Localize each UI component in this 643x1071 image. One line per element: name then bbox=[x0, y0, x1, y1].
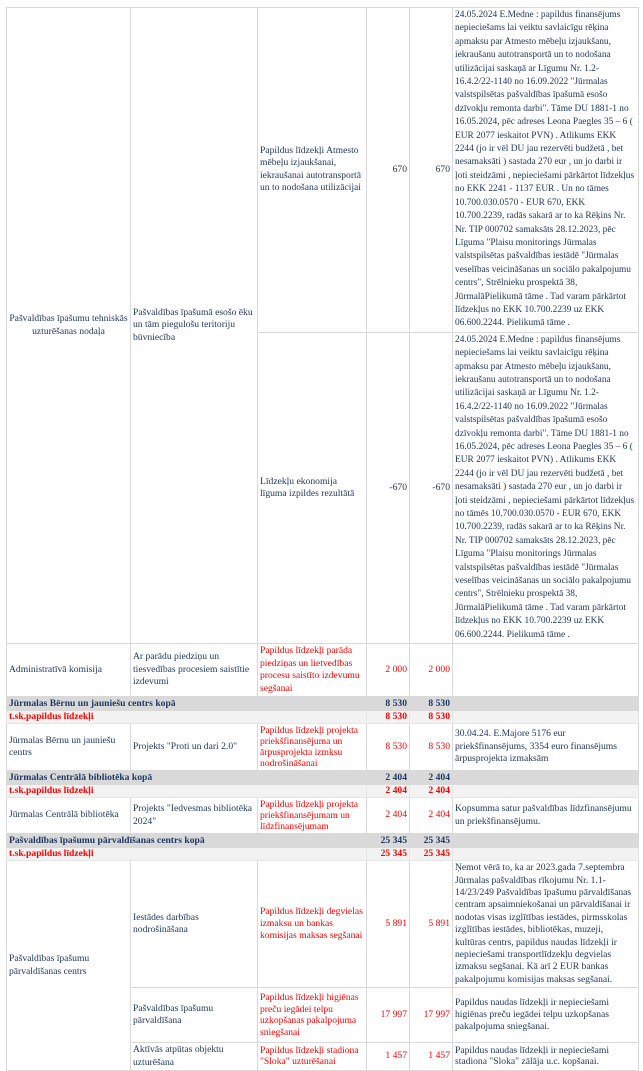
department-cell: Pašvaldības īpašumu pārvaldīšanas centrs bbox=[7, 861, 131, 1071]
program-cell: Ar parādu piedziņu un tiesvedības procesiem saistītie izdevumi bbox=[131, 644, 258, 697]
subtotal-label: t.sk.papildus līdzekļi bbox=[7, 711, 367, 724]
subtotal-row bbox=[7, 785, 639, 798]
sum-value: 25 345 bbox=[367, 834, 410, 848]
subtotal-row bbox=[7, 711, 639, 724]
value-cell: 17 997 bbox=[410, 988, 453, 1043]
note-cell: Ņemot vērā to, ka ar 2023.gada 7.septembra Jūrmalas pašvaldības rīkojumu Nr. 1.1-14/23/249 Pašvaldības īpašumu pārvaldīšanas centram apsaimniekošanai un pārvaldīšanai ir nodotas visas izglītības iestādes, pirmsskolas izglītības iestādes, bibliotēkas, muzeji, kultūras centrs, papildus naudas līdzekļi ir nepieciešami transportlīdzekļu degvielas izmaksu segšanai. Kā arī 2 EUR bankas pakalpojumu komisijas maksas segšanai. bbox=[453, 861, 639, 988]
program-cell: Pašvaldības īpašumu pārvaldīšana bbox=[131, 988, 258, 1043]
empty-cell bbox=[453, 834, 639, 848]
subtotal-value: 25 345 bbox=[367, 848, 410, 861]
table-row bbox=[7, 724, 639, 771]
program-cell: Projekts "Iedvesmas bibliotēka 2024" bbox=[131, 798, 258, 834]
value-cell: 2 000 bbox=[410, 644, 453, 697]
value-cell: 8 530 bbox=[367, 724, 410, 771]
purpose-cell: Papildus līdzekļi Atmesto mēbeļu izjaukšanai, iekraušanai autotransportā un to nodošana utilizācijai bbox=[258, 8, 367, 333]
table-row bbox=[7, 861, 639, 988]
purpose-cell: Papildus līdzekļi degvielas izmaksu un bankas komisijas maksas segšanai bbox=[258, 861, 367, 988]
subtotal-label: t.sk.papildus līdzekļi bbox=[7, 848, 367, 861]
value-cell: 670 bbox=[410, 8, 453, 333]
subtotal-value: 8 530 bbox=[367, 711, 410, 724]
note-cell: 24.05.2024 E.Medne : papildus finansējums nepieciešams lai veiktu savlaicīgu rēķina apmaksu par Atmesto mēbeļu izjaukšanu, iekraušanu autotransportā un to nodošana utilizācijai saskaņā ar Līgumu Nr. 1.2-16.4.2/22-1140 no 16.09.2022 "Jūrmalas valstspilsētas pašvaldības īpašumā esošo dzīvokļu remonta darbi". Tāme DU 1881-1 no 16.05.2024, pēc adreses Leona Paegles 35 – 6 ( EUR 2077 ieskaitot PVN) . Atlikums EKK 2244 (jo ir vēl DU jau rezervēti budžetā , bet nesamaksāti ) sastada 270 eur , un jo darbi ir ļoti steidzāmi , nepieciešami pārkārtot līdzekļus no tāmēs 10.700.030.0570 - EUR 670, EKK 10.700.2239, radās sakarā ar to ka Rēķins Nr. Nr. TIP 000702 samaksāts 28.12.2023, pēc Līguma "Plaisu monitorings Jūrmalas valstspilsētas pašvaldības iestādē "Jūrmalas veselības veicināšanas un sociālo pakalpojumu centrs", Strēlnieku prospektā 38, JūrmalāPielikumā tāme . Tad varam pārkārtot līdzekļus no EKK 10.700.2239 uz EKK 06.600.2244. Pielikumā tāme . bbox=[453, 332, 639, 643]
budget-table bbox=[6, 7, 639, 1071]
note-cell bbox=[453, 644, 639, 697]
sum-label: Pašvaldības īpašumu pārvaldīšanas centrs kopā bbox=[7, 834, 367, 848]
sum-label: Jūrmalas Bērnu un jauniešu centrs kopā bbox=[7, 697, 367, 711]
purpose-cell: Papildus līdzekļi projekta priekšfinansējuma un ārpusprojekta izmksu nodrošināšanai bbox=[258, 724, 367, 771]
purpose-cell: Papildus līdzekļi higiēnas preču iegādei telpu uzkopšanas pakalpojuma sniegšanai bbox=[258, 988, 367, 1043]
purpose-cell: Līdzekļu ekonomija līguma izpildes rezultātā bbox=[258, 332, 367, 643]
value-cell: 8 530 bbox=[410, 724, 453, 771]
sum-row bbox=[7, 771, 639, 785]
sum-value: 8 530 bbox=[410, 697, 453, 711]
subtotal-value: 2 404 bbox=[410, 785, 453, 798]
program-cell: Iestādes darbības nodrošināšana bbox=[131, 861, 258, 988]
sum-row bbox=[7, 697, 639, 711]
value-cell: 2 404 bbox=[367, 798, 410, 834]
department-cell: Administratīvā komisija bbox=[7, 644, 131, 697]
program-cell: Aktīvās atpūtas objektu uzturēšana bbox=[131, 1043, 258, 1071]
department-cell: Jūrmalas Centrālā bibliotēka bbox=[7, 798, 131, 834]
subtotal-value: 25 345 bbox=[410, 848, 453, 861]
table-row bbox=[7, 644, 639, 697]
value-cell: 2 000 bbox=[367, 644, 410, 697]
value-cell: -670 bbox=[410, 332, 453, 643]
note-cell: Papildus naudas līdzekļi ir nepieciešami higiēnas preču iegādei telpu uzkopšanas pakalpojuma sniegšanai. bbox=[453, 988, 639, 1043]
subtotal-row bbox=[7, 848, 639, 861]
note-cell: Papildus naudas līdzekļi ir nepieciešami stadiona "Sloka" zālāja u.c. kopšanai. bbox=[453, 1043, 639, 1071]
department-cell: Jūrmalas Bērnu un jauniešu centrs bbox=[7, 724, 131, 771]
sum-label: Jūrmalas Centrālā bibliotēka kopā bbox=[7, 771, 367, 785]
subtotal-value: 8 530 bbox=[410, 711, 453, 724]
note-cell: 30.04.24. E.Majore 5176 eur priekšfinansējums, 3354 euro finansējums ārpusprojekta izmaksām bbox=[453, 724, 639, 771]
purpose-cell: Papildus līdzekļi projekta priekšfinansējumam un līdzfinansējumam bbox=[258, 798, 367, 834]
value-cell: 1 457 bbox=[410, 1043, 453, 1071]
value-cell: -670 bbox=[367, 332, 410, 643]
program-cell: Pašvaldības īpašumā esošo ēku un tām piegulošu teritoriju būvniecība bbox=[131, 8, 258, 644]
department-cell: Pašvaldības īpašumu tehniskās uzturēšanas nodaļa bbox=[7, 8, 131, 644]
value-cell: 5 891 bbox=[367, 861, 410, 988]
empty-cell bbox=[453, 711, 639, 724]
sum-value: 25 345 bbox=[410, 834, 453, 848]
table-row bbox=[7, 8, 639, 333]
value-cell: 17 997 bbox=[367, 988, 410, 1043]
note-cell: Kopsumma satur pašvaldības līdzfinansējumu un priekšfinansējumu. bbox=[453, 798, 639, 834]
purpose-cell: Papildus līdzekļi stadiona "Sloka" uzturēšanai bbox=[258, 1043, 367, 1071]
empty-cell bbox=[453, 785, 639, 798]
value-cell: 1 457 bbox=[367, 1043, 410, 1071]
sum-row bbox=[7, 834, 639, 848]
value-cell: 2 404 bbox=[410, 798, 453, 834]
sum-value: 2 404 bbox=[410, 771, 453, 785]
value-cell: 670 bbox=[367, 8, 410, 333]
table-row bbox=[7, 798, 639, 834]
subtotal-value: 2 404 bbox=[367, 785, 410, 798]
subtotal-label: t.sk.papildus līdzekļi bbox=[7, 785, 367, 798]
sum-value: 2 404 bbox=[367, 771, 410, 785]
value-cell: 5 891 bbox=[410, 861, 453, 988]
empty-cell bbox=[453, 771, 639, 785]
empty-cell bbox=[453, 697, 639, 711]
note-cell: 24.05.2024 E.Medne : papildus finansējums nepieciešams lai veiktu savlaicīgu rēķina apmaksu par Atmesto mēbeļu izjaukšanu, iekraušanu autotransportā un to nodošana utilizācijai saskaņā ar Līgumu Nr. 1.2-16.4.2/22-1140 no 16.09.2022 "Jūrmalas valstspilsētas pašvaldības īpašumā esošo dzīvokļu remonta darbi". Tāme DU 1881-1 no 16.05.2024, pēc adreses Leona Paegles 35 – 6 ( EUR 2077 ieskaitot PVN) . Atlikums EKK 2244 (jo ir vēl DU jau rezervēti budžetā , bet nesamaksāti ) sastada 270 eur , un jo darbi ir ļoti steidzāmi , nepieciešami pārkārtot līdzekļus no EKK 2241 - 1137 EUR . Un no tāmes 10.700.030.0570 - EUR 670, EKK 10.700.2239, radās sakarā ar to ka Rēķins Nr. Nr. TIP 000702 samaksāts 28.12.2023, pēc Līguma "Plaisu monitorings Jūrmalas valstspilsētas pašvaldības iestādē "Jūrmalas veselības veicināšanas un sociālo pakalpojumu centrs", Strēlnieku prospektā 38, JūrmalāPielikumā tāme . Tad varam pārkārtot līdzekļus no EKK 10.700.2239 uz EKK 06.600.2244. Pielikumā tāme . bbox=[453, 8, 639, 333]
sum-value: 8 530 bbox=[367, 697, 410, 711]
purpose-cell: Papildus līdzekļi parāda piedziņas un lietvedības procesu saistīto izdevumu segšanai bbox=[258, 644, 367, 697]
empty-cell bbox=[453, 848, 639, 861]
program-cell: Projekts "Proti un dari 2.0" bbox=[131, 724, 258, 771]
